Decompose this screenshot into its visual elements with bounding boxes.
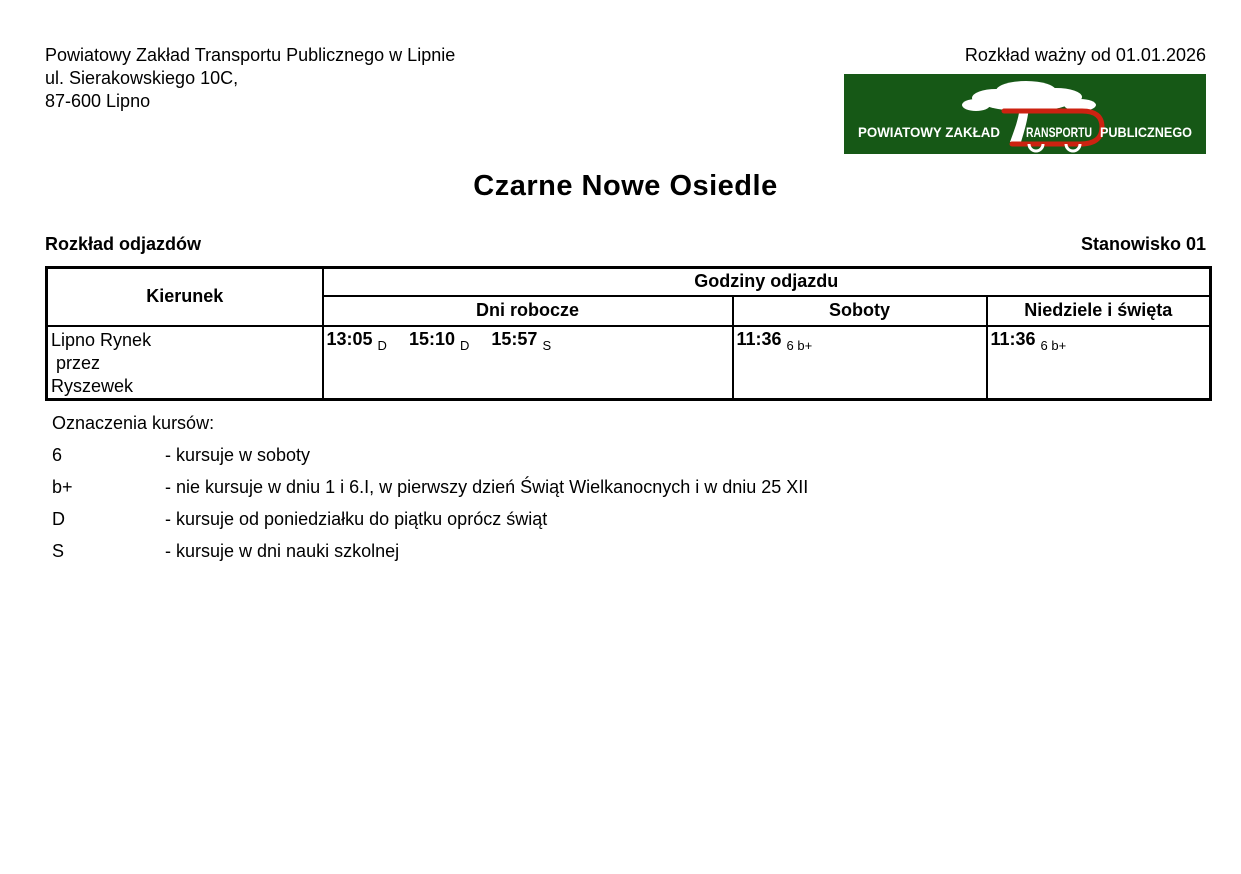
legend-symbol: b+ <box>52 477 73 497</box>
company-logo <box>844 74 1206 154</box>
legend-item <box>52 477 1206 498</box>
legend-description: - kursuje w dni nauki szkolnej <box>165 541 400 561</box>
saturday-times-cell <box>733 326 987 400</box>
time-marks: D <box>460 337 470 353</box>
schedule-subheader <box>45 234 1206 255</box>
stand-label: Stanowisko 01 <box>1080 234 1206 254</box>
departures-heading: Rozkład odjazdów <box>45 234 202 254</box>
column-header-sundays: Niedziele i święta <box>987 296 1211 326</box>
direction-line: Ryszewek <box>51 375 134 396</box>
legend-description: - kursuje w soboty <box>165 445 311 465</box>
legend-heading: Oznaczenia kursów: <box>52 413 215 433</box>
company-address-line2: 87-600 Lipno <box>45 91 151 111</box>
course-legend <box>45 413 1206 562</box>
weekday-times-cell <box>323 326 733 400</box>
column-header-departure-times: Godziny odjazdu <box>323 268 1211 296</box>
direction-line: Lipno Rynek <box>51 329 152 350</box>
legend-item <box>52 509 1206 530</box>
legend-item <box>52 541 1206 562</box>
departure-time: 13:05 $_D$ <box>326 328 387 353</box>
page-header <box>45 44 1206 154</box>
page-title: Czarne Nowe Osiedle <box>473 170 778 202</box>
company-name: Powiatowy Zakład Transportu Publicznego w Lipnie <box>45 45 456 65</box>
column-header-weekdays: Dni robocze <box>323 296 733 326</box>
departure-time: 15:10 $_D$ <box>408 328 470 353</box>
column-header-direction: Kierunek <box>47 268 323 326</box>
time-marks: D <box>377 337 387 353</box>
legend-item <box>52 445 1206 466</box>
table-row <box>47 326 1211 400</box>
departure-time: 11:36 $_{6 b+}$ <box>736 328 813 353</box>
valid-from-label: Rozkład ważny od 01.01.2026 <box>964 45 1206 65</box>
time-marks: S <box>542 337 552 353</box>
direction-line: przez <box>51 352 101 373</box>
legend-description: - kursuje od poniedziałku do piątku oprócz świąt <box>165 509 548 529</box>
legend-description: - nie kursuje w dniu 1 i 6.I, w pierwszy dzień Świąt Wielkanocnych i w dniu 25 XII <box>165 477 809 497</box>
departures-table <box>45 266 1212 401</box>
sunday-times-cell <box>987 326 1211 400</box>
legend-symbol: S <box>52 541 65 561</box>
time-marks: 6 b+ <box>1040 337 1067 353</box>
logo-text-right: PUBLICZNEGO <box>1100 124 1193 140</box>
legend-symbol: 6 <box>52 445 63 465</box>
company-address-block <box>45 44 455 113</box>
company-address-line1: ul. Sierakowskiego 10C, <box>45 68 239 88</box>
legend-symbol: D <box>52 509 65 529</box>
time-marks: 6 b+ <box>786 337 813 353</box>
direction-cell <box>47 326 323 400</box>
departure-time: 15:57 $_S$ <box>491 328 552 353</box>
logo-text-left: POWIATOWY ZAKŁAD <box>858 124 1000 140</box>
header-right-block <box>844 44 1206 154</box>
departure-time: 11:36 $_{6 b+}$ <box>990 328 1067 353</box>
logo-text-mid: RANSPORTU <box>1026 124 1092 140</box>
column-header-saturdays: Soboty <box>733 296 987 326</box>
